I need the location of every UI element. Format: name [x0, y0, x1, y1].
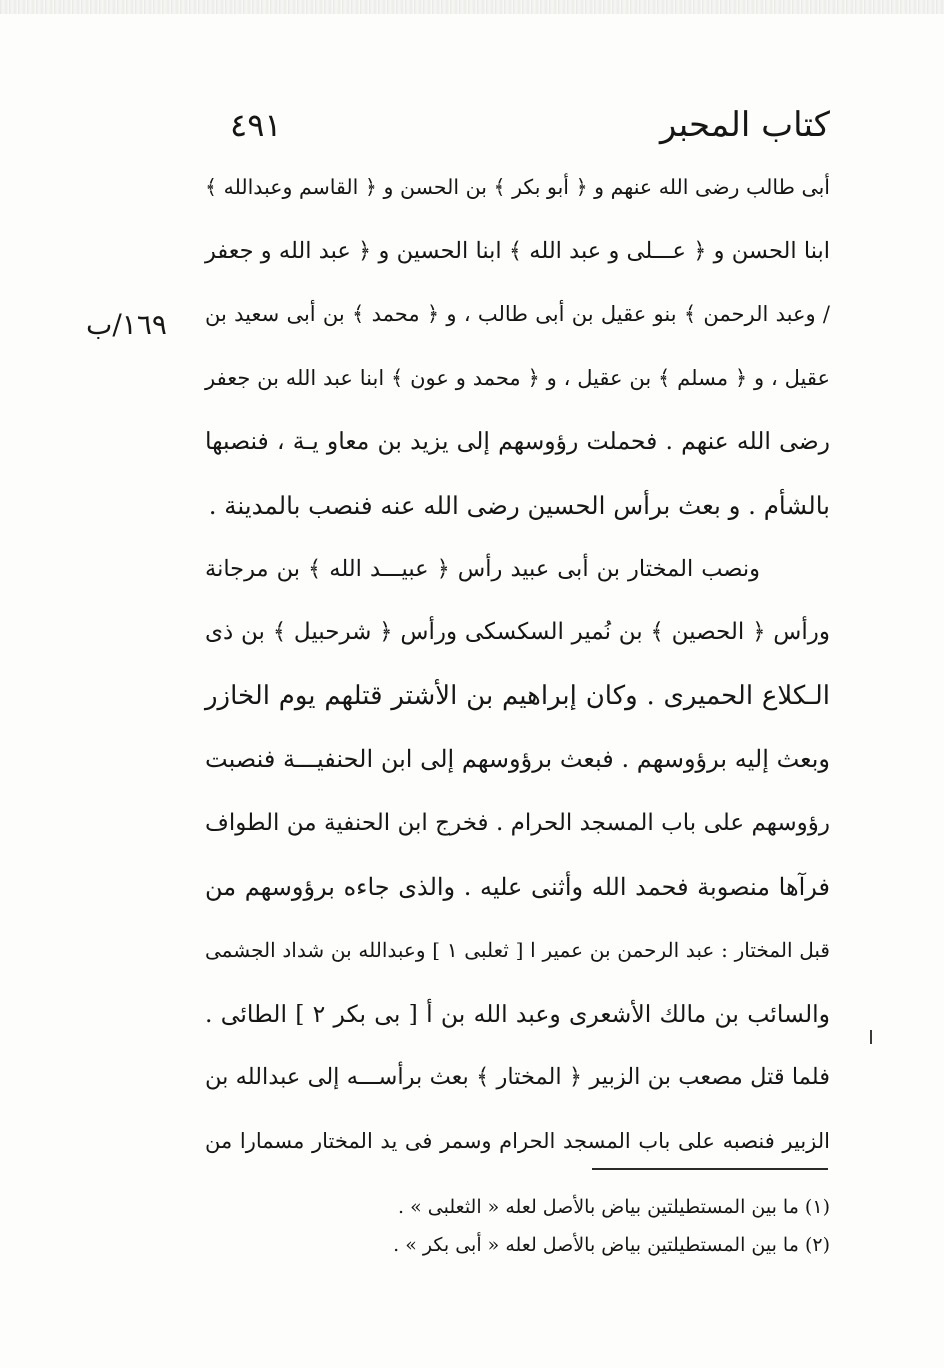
- text-line: أبى طالب رضى الله عنهم و ﴿ أبو بكر ﴾ بن الحسن و ﴿ القاسم وعبدالله ﴾: [205, 175, 830, 199]
- body-text: [205, 156, 830, 1174]
- text-line: ورأس ﴿ الحصين ﴾ بن نُمير السكسكى ورأس ﴿ شرحبيل ﴾ بن ذى: [205, 619, 830, 646]
- page-number: ٤٩١: [230, 106, 282, 144]
- book-title: كتاب المحبر: [659, 105, 830, 145]
- text-line: فلما قتل مصعب بن الزبير ﴿ المختار ﴾ بعث برأســـه إلى عبدالله بن: [205, 1064, 830, 1091]
- page-header: [230, 100, 830, 150]
- text-line: ابنا الحسن و ﴿ عـــلى و عبد الله ﴾ ابنا الحسين و ﴿ عبد الله و جعفر: [205, 237, 830, 264]
- text-line: فرآها منصوبة فحمد الله وأثنى عليه . والذى جاءه برؤوسهم من: [205, 872, 830, 901]
- text-line: رؤوسهم على باب المسجد الحرام . فخرج ابن الحنفية من الطواف: [205, 809, 830, 836]
- footnote: (١) ما بين المستطيلتين بياض بالأصل لعله « الثعلبى » .: [398, 1196, 830, 1218]
- text-line: / وعبد الرحمن ﴾ بنو عقيل بن أبى طالب ، و ﴿ محمد ﴾ بن أبى سعيد بن: [205, 302, 830, 327]
- text-line: عقيل ، و ﴿ مسلم ﴾ بن عقيل ، و ﴿ محمد و عون ﴾ ابنا عبد الله بن جعفر: [205, 365, 830, 390]
- text-line: الزبير فنصبه على باب المسجد الحرام وسمر فى يد المختار مسمارا من: [205, 1128, 830, 1153]
- text-line: ونصب المختار بن أبى عبيد رأس ﴿ عبيـــد الله ﴾ بن مرجانة: [205, 555, 760, 582]
- text-line: وبعث إليه برؤوسهم . فبعث برؤوسهم إلى ابن الحنفيـــة فنصبت: [205, 745, 830, 774]
- text-line: الـكلاع الحميرى . وكان إبراهيم بن الأشتر قتلهم يوم الخازر: [205, 680, 830, 711]
- stray-mark: [870, 1030, 872, 1044]
- text-line: رضى الله عنهم . فحملت رؤوسهم إلى يزيد بن معاو يـة ، فنصبها: [205, 427, 830, 456]
- folio-margin-note: ١٦٩/ب: [86, 308, 167, 341]
- scan-edge: [0, 0, 944, 14]
- text-line: والسائب بن مالك الأشعرى وعبد الله بن أ [ بى بكر ٢ ] الطائى .: [205, 999, 830, 1028]
- footnote: (٢) ما بين المستطيلتين بياض بالأصل لعله « أبى بكر » .: [393, 1234, 830, 1256]
- footnotes: [330, 1188, 830, 1264]
- text-line: بالشأم . و بعث برأس الحسين رضى الله عنه فنصب بالمدينة .: [208, 490, 830, 520]
- footnote-divider: [592, 1168, 828, 1170]
- text-line: قبل المختار : عبد الرحمن بن عمير ا [ ثعلبى ١ ] وعبدالله بن شداد الجشمى: [205, 938, 830, 963]
